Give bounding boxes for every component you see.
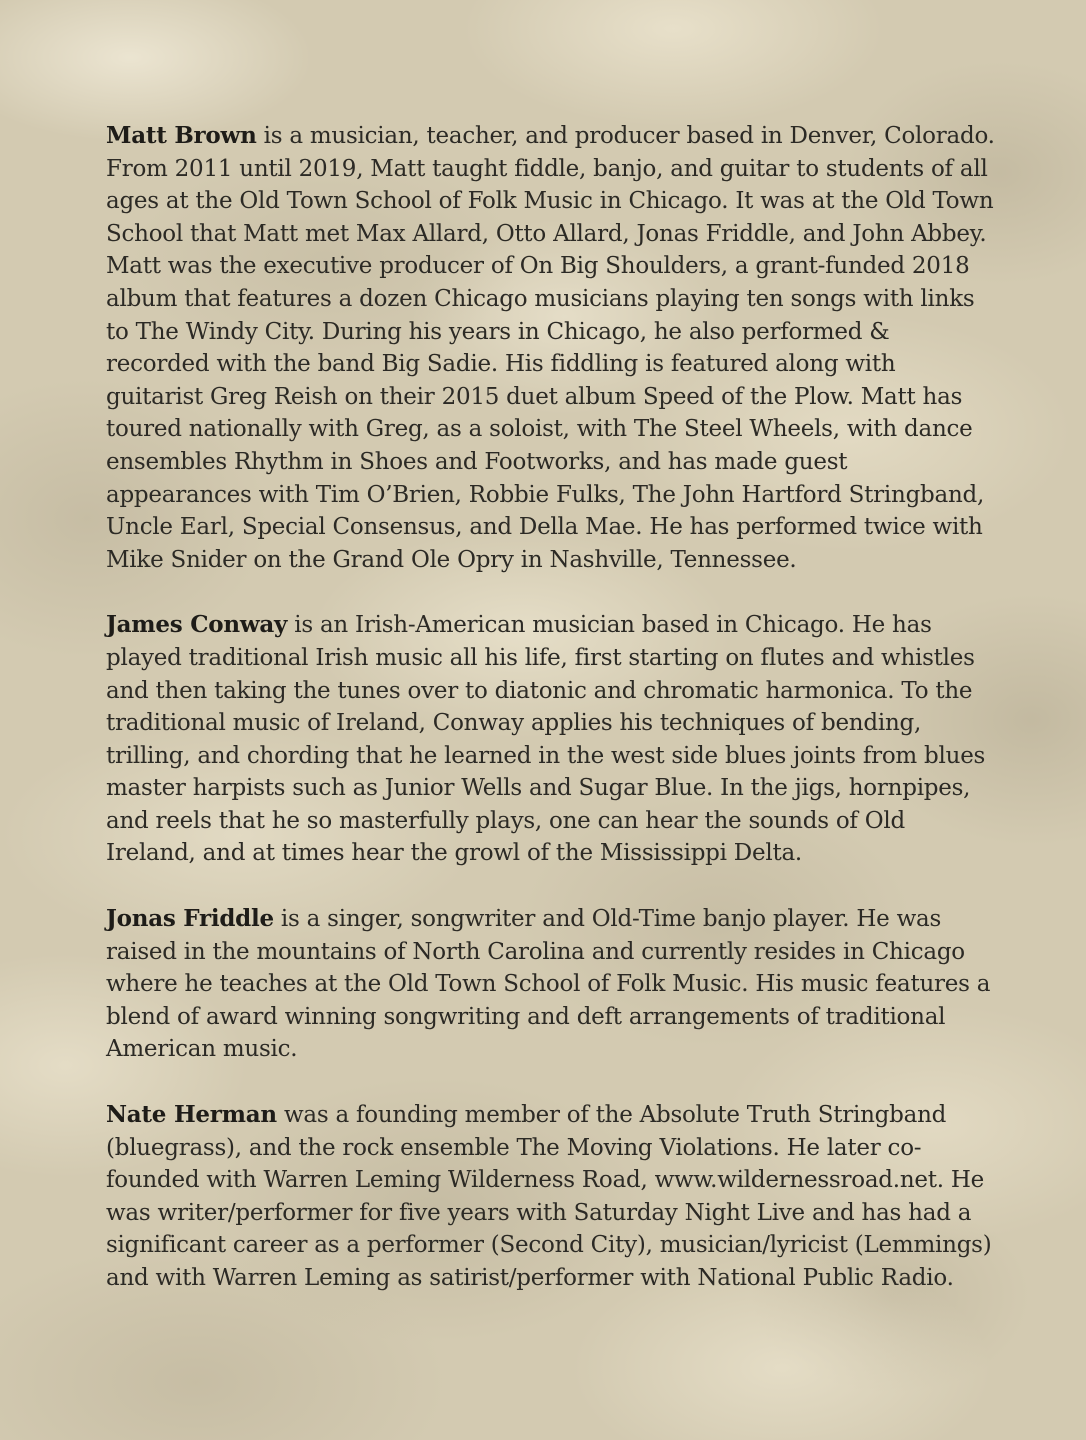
bio-nate-herman: [106, 1099, 996, 1295]
bio-text: is a musician, teacher, and producer based in Denver, Colorado. From 2011 until 2019, Matt taught fiddle, banjo, and guitar to students of all ages at the Old Town School of Folk Music in Chicago. It was at the Old Town School that Matt met Max Allard, Otto Allard, Jonas Friddle, and John Abbey. Matt was the executive producer of On Big Shoulders, a grant-funded 2018 album that features a dozen Chicago musicians playing ten songs with links to The Windy City. During his years in Chicago, he also performed & recorded with the band Big Sadie. His fiddling is featured along with guitarist Greg Reish on their 2015 duet album Speed of the Plow. Matt has toured nationally with Greg, as a soloist, with The Steel Wheels, with dance ensembles Rhythm in Shoes and Footworks, and has made guest appearances with Tim O’Brien, Robbie Fulks, The John Hartford Stringband, Uncle Earl, Special Consensus, and Della Mae. He has performed twice with Mike Snider on the Grand Ole Opry in Nashville, Tennessee.: [106, 123, 995, 573]
bio-document: [106, 120, 996, 1328]
bio-text: is an Irish-American musician based in Chicago. He has played traditional Irish music all his life, first starting on flutes and whistles and then taking the tunes over to diatonic and chromatic harmonica. To the traditional music of Ireland, Conway applies his techniques of bending, trilling, and chording that he learned in the west side blues joints from blues master harpists such as Junior Wells and Sugar Blue. In the jigs, hornpipes, and reels that he so masterfully plays, one can hear the sounds of Old Ireland, and at times hear the growl of the Mississippi Delta.: [106, 612, 986, 867]
bio-name: James Conway: [106, 611, 288, 639]
bio-jonas-friddle: [106, 903, 996, 1066]
bio-text: is a singer, songwriter and Old-Time banjo player. He was raised in the mountains of North Carolina and currently resides in Chicago where he teaches at the Old Town School of Folk Music. His music features a blend of award winning songwriting and deft arrangements of traditional American music.: [106, 906, 991, 1063]
bio-name: Jonas Friddle: [106, 905, 274, 933]
bio-james-conway: [106, 609, 996, 870]
bio-text: was a founding member of the Absolute Truth Stringband (bluegrass), and the rock ensemble The Moving Violations. He later co-founded with Warren Leming Wilderness Road, www.wildernessroad.net. He was writer/performer for five years with Saturday Night Live and has had a significant career as a performer (Second City), musician/lyricist (Lemmings) and with Warren Leming as satirist/performer with National Public Radio.: [106, 1102, 992, 1291]
bio-name: Matt Brown: [106, 122, 257, 149]
bio-name: Nate Herman: [106, 1101, 277, 1129]
bio-matt-brown: [106, 120, 996, 576]
